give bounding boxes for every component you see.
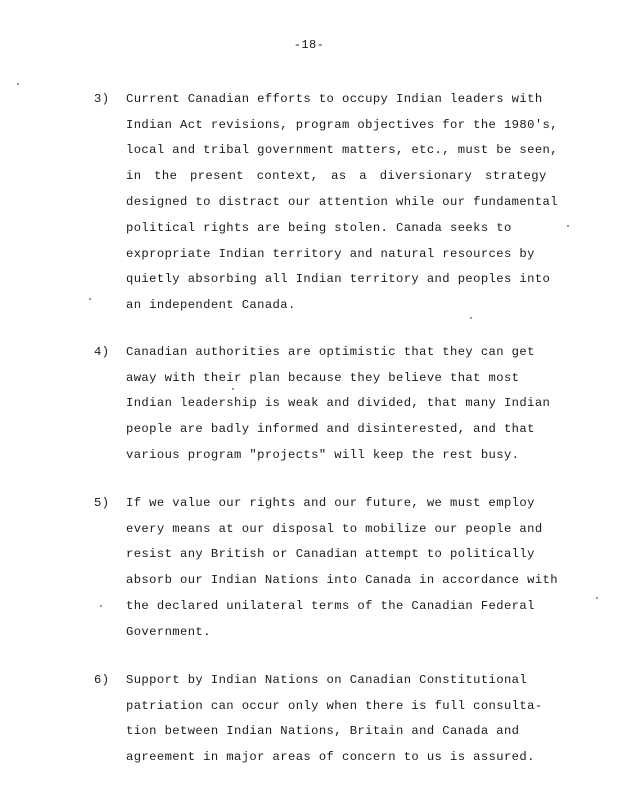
paragraph-line: local and tribal government matters, etc., must be seen,	[126, 143, 558, 157]
paragraph-line: tion between Indian Nations, Britain and Canada and	[126, 724, 520, 738]
paragraph-number: 5)	[94, 496, 110, 510]
scan-speck	[17, 83, 19, 85]
scan-speck	[232, 388, 234, 390]
paragraph-line: Current Canadian efforts to occupy Indian leaders with	[126, 92, 543, 106]
scan-speck	[89, 298, 91, 300]
paragraph-number: 4)	[94, 345, 110, 359]
paragraph-line: designed to distract our attention while our fundamental	[126, 195, 558, 209]
paragraph-line: in the present context, as a diversionary strategy	[126, 169, 547, 183]
paragraph-line: expropriate Indian territory and natural resources by	[126, 247, 535, 261]
scan-speck	[567, 225, 569, 227]
paragraph-line: political rights are being stolen. Canada seeks to	[126, 221, 512, 235]
paragraph-number: 3)	[94, 92, 110, 106]
paragraph-line: the declared unilateral terms of the Canadian Federal	[126, 599, 535, 613]
scan-speck	[100, 605, 102, 607]
paragraph-line: quietly absorbing all Indian territory and peoples into	[126, 272, 551, 286]
page-number: -18-	[293, 38, 325, 52]
paragraph-line: every means at our disposal to mobilize our people and	[126, 522, 543, 536]
paragraph-line: an independent Canada.	[126, 298, 296, 312]
paragraph-line: various program "projects" will keep the rest busy.	[126, 448, 520, 462]
paragraph-line: Government.	[126, 625, 211, 639]
paragraph-line: Support by Indian Nations on Canadian Constitutional	[126, 673, 528, 687]
scan-speck	[470, 317, 472, 319]
scan-speck	[596, 597, 598, 599]
paragraph-line: resist any British or Canadian attempt to politically	[126, 547, 535, 561]
paragraph-line: Canadian authorities are optimistic that they can get	[126, 345, 535, 359]
paragraph-line: people are badly informed and disinterested, and that	[126, 422, 535, 436]
paragraph-line: If we value our rights and our future, we must employ	[126, 496, 535, 510]
paragraph-line: absorb our Indian Nations into Canada in accordance with	[126, 573, 558, 587]
paragraph-line: Indian leadership is weak and divided, that many Indian	[126, 396, 551, 410]
paragraph-line: away with their plan because they believe that most	[126, 371, 520, 385]
paragraph-number: 6)	[94, 673, 110, 687]
paragraph-line: Indian Act revisions, program objectives for the 1980's,	[126, 118, 558, 132]
paragraph-line: agreement in major areas of concern to us is assured.	[126, 750, 535, 764]
paragraph-line: patriation can occur only when there is full consulta-	[126, 699, 543, 713]
